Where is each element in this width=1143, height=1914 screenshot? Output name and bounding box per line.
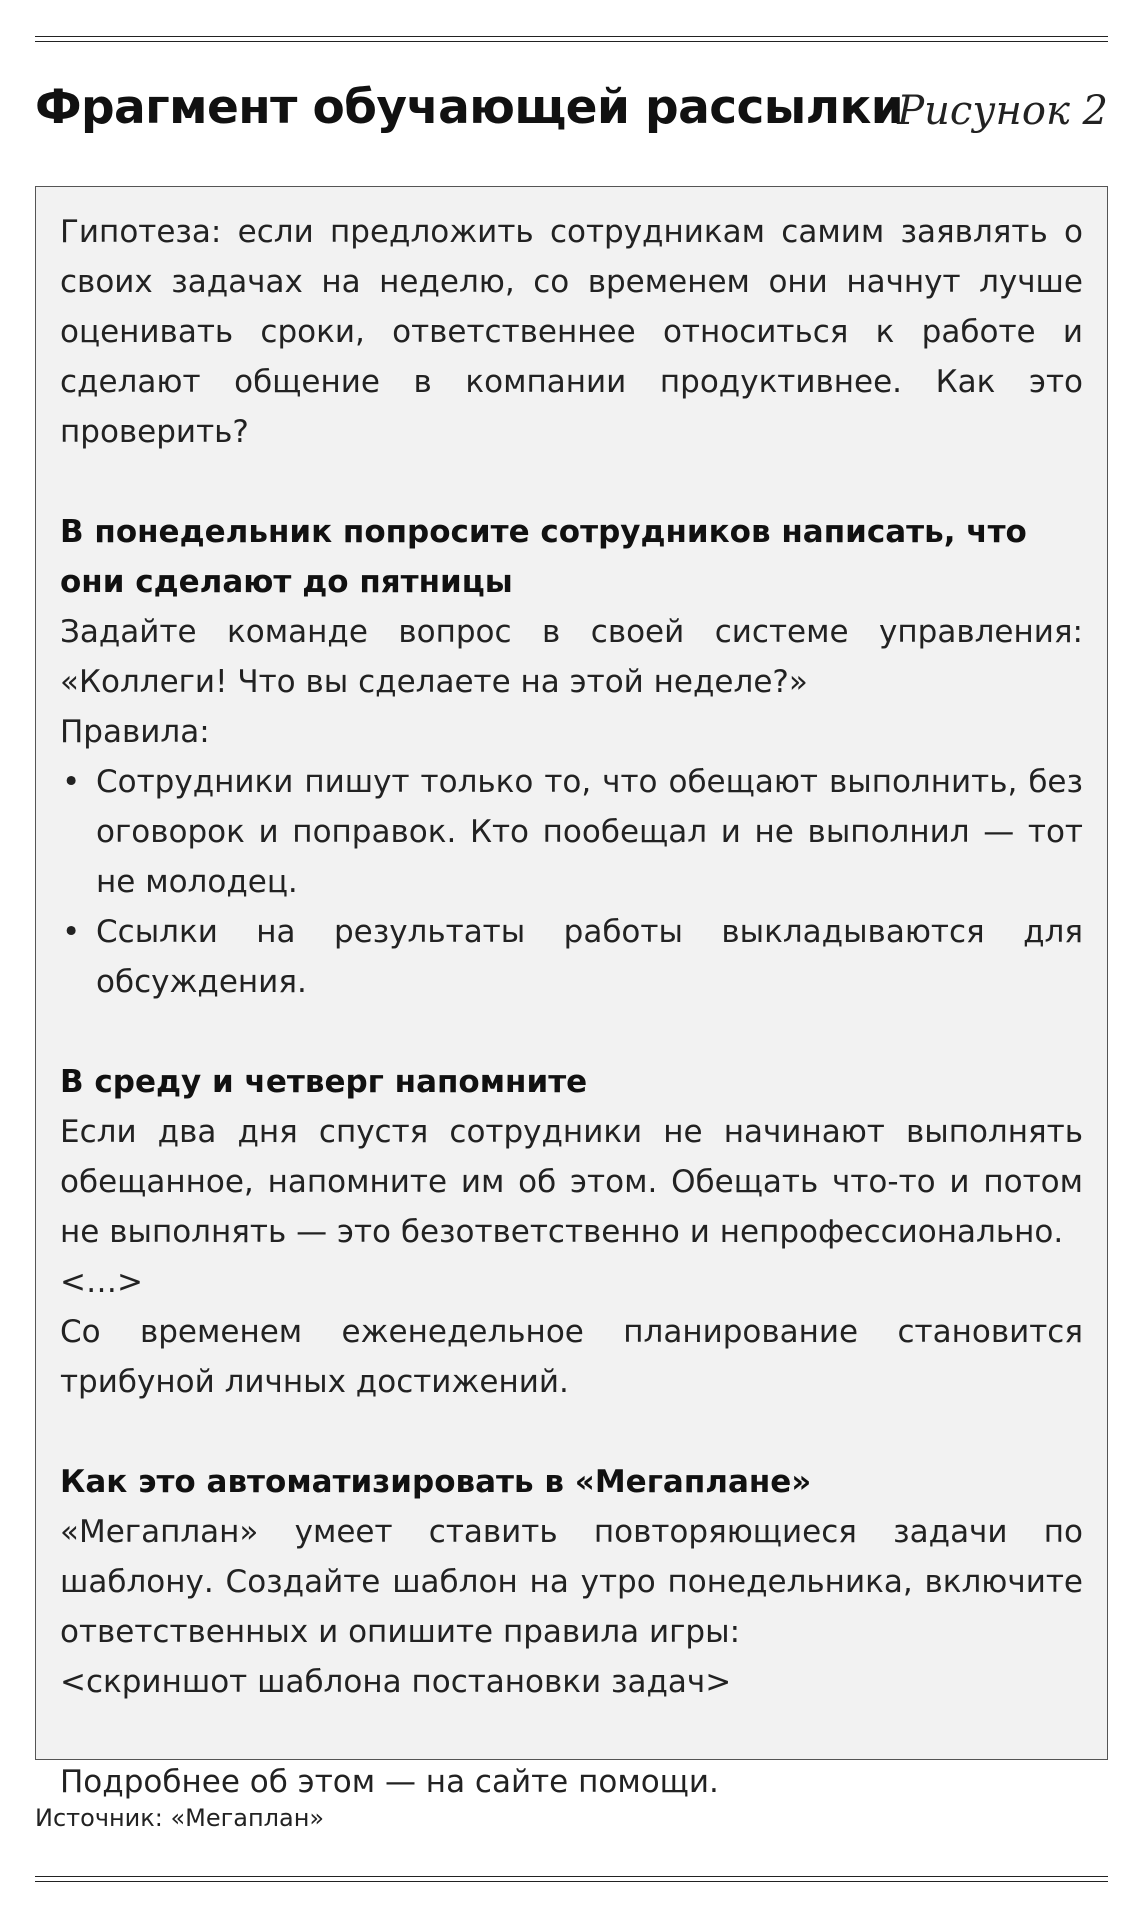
spacer — [60, 1707, 1083, 1757]
section-reminder-text: Если два дня спустя сотрудники не начинают выполнять обещанное, напомните им об этом. Обещать что-то и потом не выполнять — это безответственно и непрофессионально. — [60, 1114, 1083, 1250]
source-caption: Источник: «Мегаплан» — [35, 1804, 325, 1832]
section-reminder-text-2: Со временем еженедельное планирование становится трибуной личных достижений. — [60, 1314, 1083, 1400]
list-item — [60, 907, 1083, 1007]
spacer — [60, 457, 1083, 507]
bottom-double-rule — [35, 1876, 1108, 1882]
rules-label: Правила: — [60, 714, 210, 750]
list-item — [60, 757, 1083, 907]
bullet-icon: • — [62, 764, 81, 800]
page-title: Фрагмент обучающей рассылки — [35, 80, 904, 135]
list-item-text: Ссылки на результаты работы выкладываются для обсуждения. — [96, 914, 1083, 1000]
section-monday-text: Задайте команде вопрос в своей системе управления: «Коллеги! Что вы сделаете на этой неделе?» — [60, 614, 1083, 700]
spacer — [60, 1407, 1083, 1457]
help-site-note: Подробнее об этом — на сайте помощи. — [60, 1764, 719, 1800]
newsletter-fragment-box — [35, 186, 1108, 1800]
spacer — [60, 1007, 1083, 1057]
section-monday-heading: В понедельник попросите сотрудников написать, что они сделают до пятницы — [60, 514, 1027, 600]
section-automation-heading: Как это автоматизировать в «Мегаплане» — [60, 1464, 812, 1500]
screenshot-placeholder: <скриншот шаблона постановки задач> — [60, 1664, 732, 1700]
section-automation-text: «Мегаплан» умеет ставить повторяющиеся задачи по шаблону. Создайте шаблон на утро понедельника, включите ответственных и опишите правила игры: — [60, 1514, 1083, 1650]
omission-mark: <…> — [60, 1264, 143, 1300]
figure-header — [35, 70, 1108, 150]
intro-paragraph: Гипотеза: если предложить сотрудникам самим заявлять о своих задачах на неделю, со временем они начнут лучше оценивать сроки, ответственнее относиться к работе и сделают общение в компании продуктивнее. Как это проверить? — [60, 214, 1083, 450]
section-reminder-heading: В среду и четверг напомните — [60, 1064, 588, 1100]
bullet-icon: • — [62, 914, 81, 950]
figure-label: Рисунок 2 — [897, 88, 1108, 134]
list-item-text: Сотрудники пишут только то, что обещают выполнить, без оговорок и поправок. Кто пообещал и не выполнил — тот не молодец. — [96, 764, 1083, 900]
top-double-rule — [35, 36, 1108, 42]
rules-list — [60, 757, 1083, 1007]
